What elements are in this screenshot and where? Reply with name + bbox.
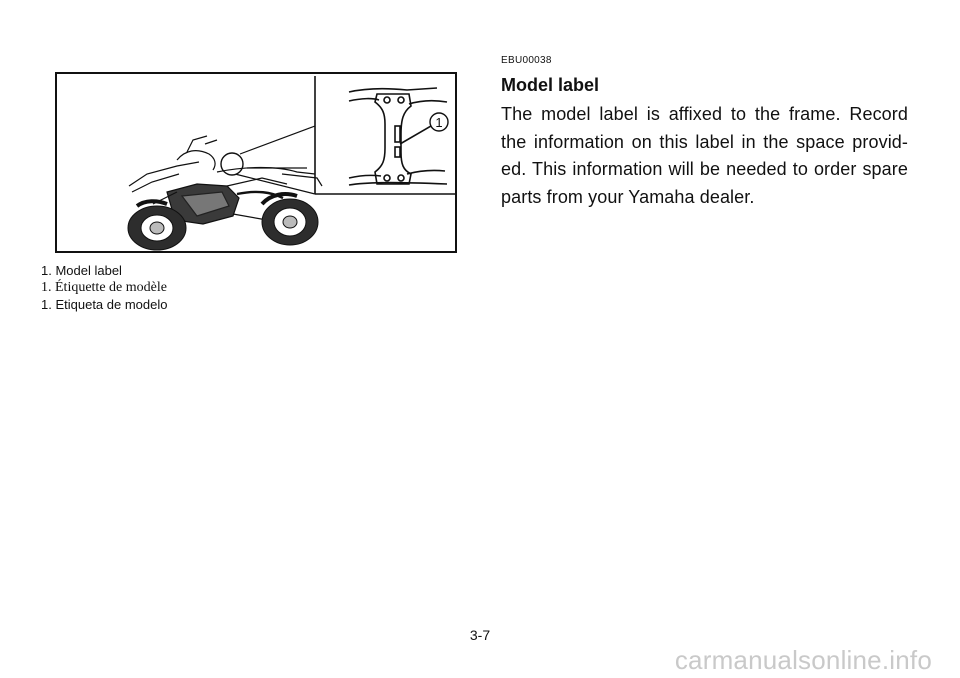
detail-inset — [315, 76, 455, 194]
caption-english: 1. Model label — [41, 263, 122, 278]
caption-spanish: 1. Etiqueta de modelo — [41, 297, 168, 312]
section-title: Model label — [501, 75, 600, 95]
section-code: EBU00038 — [501, 55, 552, 66]
front-wheel — [128, 206, 186, 250]
atv-illustration — [55, 72, 457, 253]
magnifier-leaders — [235, 126, 315, 194]
page-number: 3-7 — [469, 627, 491, 643]
callout-number: 1 — [435, 115, 443, 130]
watermark: carmanualsonline.info — [674, 645, 932, 675]
front-wheel-far — [137, 201, 167, 206]
caption-french: 1. Étiquette de modèle — [41, 280, 167, 295]
section-body: The model label is affixed to the frame. Record the information on this label in the space provid-ed. This information will be needed to order spare parts from your Yamaha dealer. — [501, 104, 908, 207]
magnifier-circle — [221, 153, 243, 175]
figure-captions — [41, 262, 461, 313]
atv-drawing — [57, 74, 455, 251]
rear-wheel — [262, 199, 318, 245]
